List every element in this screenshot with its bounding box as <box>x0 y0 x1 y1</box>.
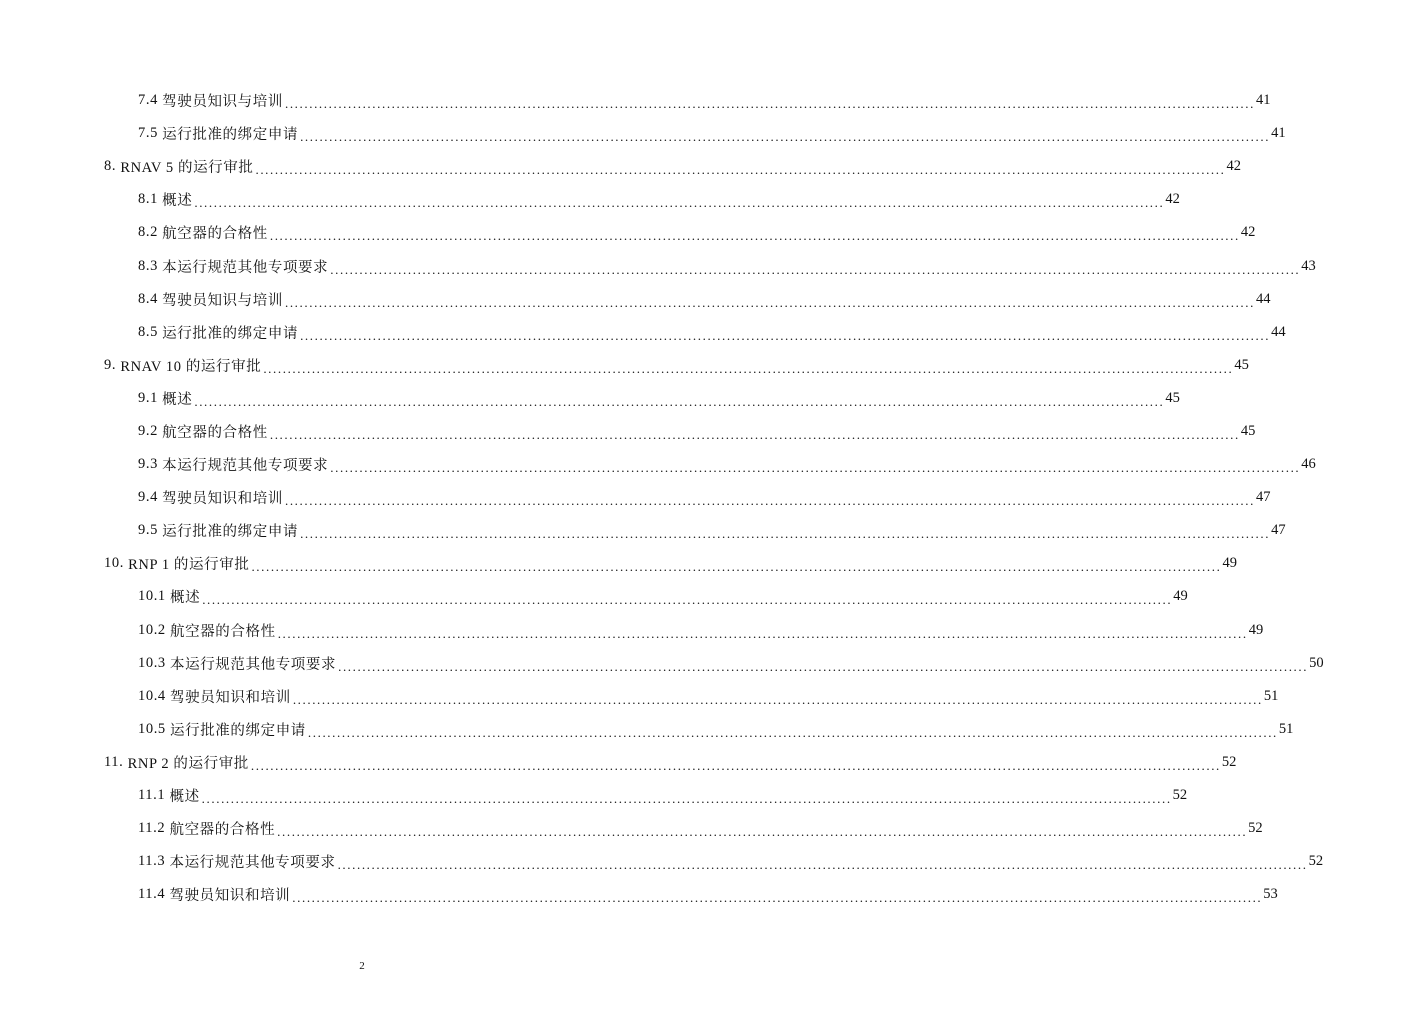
toc-section-entry[interactable] <box>0 779 1188 812</box>
dot-leader: ........................................................................................................................................................................................................ <box>284 96 1255 112</box>
toc-entry-title: RNAV 10 的运行审批 <box>120 358 262 375</box>
toc-section-entry[interactable] <box>0 216 1256 249</box>
toc-entry-title: 航空器的合格性 <box>170 623 276 640</box>
toc-entry-title: 运行批准的绑定申请 <box>162 325 299 342</box>
dot-leader: ........................................................................................................................................................................................................ <box>202 592 1173 608</box>
toc-entry-page: 49 <box>1173 588 1188 605</box>
toc-entry-title: 概述 <box>162 193 193 210</box>
dot-leader: ........................................................................................................................................................................................................ <box>337 857 1308 873</box>
toc-entry-page: 52 <box>1172 787 1188 804</box>
toc-entry-title: 驾驶员知识与培训 <box>162 292 283 309</box>
dot-leader: ........................................................................................................................................................................................................ <box>284 493 1255 509</box>
toc-entry-page: 42 <box>1226 158 1241 175</box>
dot-leader: ........................................................................................................................................................................................................ <box>300 526 1271 542</box>
toc-entry-title: 概述 <box>170 590 201 607</box>
toc-entry-page: 51 <box>1278 720 1294 737</box>
toc-section-entry[interactable] <box>0 183 1180 216</box>
toc-entry-number: 8.3 <box>138 257 163 274</box>
toc-entry-number: 10.4 <box>138 687 170 704</box>
toc-chapter-entry[interactable] <box>0 150 1241 183</box>
dot-leader: ........................................................................................................................................................................................................ <box>292 691 1263 707</box>
toc-chapter-entry[interactable] <box>0 547 1237 580</box>
toc-entry-number: 10. <box>104 555 129 572</box>
toc-entry-number: 11.2 <box>138 820 170 837</box>
toc-entry-number: 11. <box>104 753 128 770</box>
toc-section-entry[interactable] <box>0 514 1286 547</box>
toc-entry-page: 46 <box>1301 456 1316 473</box>
toc-entry-number: 10.5 <box>138 720 170 737</box>
toc-section-entry[interactable] <box>0 580 1188 613</box>
toc-entry-number: 8.1 <box>138 191 163 208</box>
toc-entry-title: 驾驶员知识和培训 <box>169 888 291 905</box>
toc-section-entry[interactable] <box>0 415 1256 448</box>
toc-entry-number: 9.2 <box>138 422 163 439</box>
toc-entry-title: 驾驶员知识和培训 <box>162 491 283 508</box>
dot-leader: ........................................................................................................................................................................................................ <box>277 625 1248 641</box>
dot-leader: ........................................................................................................................................................................................................ <box>330 460 1301 476</box>
dot-leader: ........................................................................................................................................................................................................ <box>277 824 1248 840</box>
toc-section-entry[interactable] <box>0 647 1324 680</box>
toc-entry-title: 本运行规范其他专项要求 <box>162 259 329 276</box>
toc-entry-page: 51 <box>1263 687 1279 704</box>
toc-section-entry[interactable] <box>0 316 1286 349</box>
toc-entry-page: 45 <box>1240 422 1256 439</box>
dot-leader: ........................................................................................................................................................................................................ <box>201 791 1172 807</box>
toc-entry-page: 52 <box>1248 820 1263 837</box>
toc-entry-number: 10.3 <box>138 654 170 671</box>
toc-entry-title: 运行批准的绑定申请 <box>162 127 299 144</box>
toc-entry-title: 本运行规范其他专项要求 <box>169 855 336 872</box>
dot-leader: ........................................................................................................................................................................................................ <box>250 757 1221 773</box>
toc-entry-title: 航空器的合格性 <box>162 226 268 243</box>
toc-section-entry[interactable] <box>0 283 1271 316</box>
toc-entry-page: 45 <box>1234 356 1249 373</box>
toc-entry-page: 52 <box>1221 753 1237 770</box>
toc-entry-page: 50 <box>1309 654 1324 671</box>
toc-entry-title: 本运行规范其他专项要求 <box>170 656 337 673</box>
toc-entry-title: RNP 2 的运行审批 <box>127 755 249 772</box>
toc-entry-number: 11.1 <box>138 787 170 804</box>
toc-entry-number: 7.5 <box>138 125 163 142</box>
toc-section-entry[interactable] <box>0 382 1180 415</box>
toc-entry-page: 44 <box>1255 290 1271 307</box>
toc-entry-page: 44 <box>1271 323 1286 340</box>
toc-entry-page: 49 <box>1248 621 1264 638</box>
toc-entry-page: 42 <box>1240 224 1256 241</box>
toc-entry-page: 52 <box>1308 853 1324 870</box>
toc-entry-title: 本运行规范其他专项要求 <box>162 458 329 475</box>
toc-entry-page: 47 <box>1255 489 1271 506</box>
dot-leader: ........................................................................................................................................................................................................ <box>284 294 1255 310</box>
dot-leader: ........................................................................................................................................................................................................ <box>338 658 1309 674</box>
dot-leader: ........................................................................................................................................................................................................ <box>255 162 1226 178</box>
toc-entry-number: 8. <box>104 158 121 175</box>
toc-section-entry[interactable] <box>0 878 1278 911</box>
toc-entry-page: 47 <box>1271 522 1286 539</box>
toc-entry-number: 11.4 <box>138 886 170 903</box>
toc-section-entry[interactable] <box>0 713 1294 746</box>
toc-chapter-entry[interactable] <box>0 349 1249 382</box>
toc-section-entry[interactable] <box>0 249 1316 282</box>
dot-leader: ........................................................................................................................................................................................................ <box>300 327 1271 343</box>
page-number-footer: 2 <box>359 960 365 972</box>
table-of-contents <box>0 84 1324 911</box>
toc-entry-title: 驾驶员知识与培训 <box>162 94 283 111</box>
dot-leader: ........................................................................................................................................................................................................ <box>251 559 1222 575</box>
toc-entry-title: 航空器的合格性 <box>162 424 268 441</box>
toc-section-entry[interactable] <box>0 680 1279 713</box>
toc-entry-page: 42 <box>1165 191 1180 208</box>
toc-entry-title: 运行批准的绑定申请 <box>170 722 306 739</box>
toc-entry-title: 航空器的合格性 <box>169 822 276 839</box>
toc-section-entry[interactable] <box>0 845 1324 878</box>
toc-section-entry[interactable] <box>0 84 1271 117</box>
toc-entry-number: 8.5 <box>138 323 163 340</box>
toc-entry-number: 11.3 <box>138 853 170 870</box>
toc-entry-number: 7.4 <box>138 92 163 109</box>
toc-entry-page: 41 <box>1255 92 1271 109</box>
toc-entry-page: 41 <box>1271 125 1286 142</box>
toc-entry-number: 10.2 <box>138 621 170 638</box>
toc-entry-number: 9.1 <box>138 389 163 406</box>
toc-entry-title: 概述 <box>162 391 193 408</box>
dot-leader: ........................................................................................................................................................................................................ <box>194 195 1165 211</box>
dot-leader: ........................................................................................................................................................................................................ <box>330 261 1301 277</box>
toc-section-entry[interactable] <box>0 812 1263 845</box>
toc-entry-title: 概述 <box>169 789 200 806</box>
dot-leader: ........................................................................................................................................................................................................ <box>269 228 1240 244</box>
toc-section-entry[interactable] <box>0 481 1271 514</box>
toc-chapter-entry[interactable] <box>0 746 1237 779</box>
toc-entry-title: RNP 1 的运行审批 <box>128 557 250 574</box>
toc-entry-number: 9.3 <box>138 456 163 473</box>
dot-leader: ........................................................................................................................................................................................................ <box>292 890 1263 906</box>
toc-entry-page: 53 <box>1263 886 1278 903</box>
toc-entry-number: 9.4 <box>138 489 163 506</box>
dot-leader: ........................................................................................................................................................................................................ <box>263 360 1234 376</box>
toc-section-entry[interactable] <box>0 117 1286 150</box>
toc-entry-number: 10.1 <box>138 588 170 605</box>
toc-entry-number: 8.4 <box>138 290 163 307</box>
toc-entry-page: 43 <box>1301 257 1316 274</box>
toc-entry-title: 运行批准的绑定申请 <box>162 524 299 541</box>
toc-entry-number: 9. <box>104 356 121 373</box>
toc-entry-page: 49 <box>1222 555 1237 572</box>
dot-leader: ........................................................................................................................................................................................................ <box>300 129 1271 145</box>
toc-section-entry[interactable] <box>0 448 1316 481</box>
toc-section-entry[interactable] <box>0 614 1264 647</box>
dot-leader: ........................................................................................................................................................................................................ <box>194 393 1165 409</box>
toc-entry-title: 驾驶员知识和培训 <box>170 689 291 706</box>
dot-leader: ........................................................................................................................................................................................................ <box>269 426 1240 442</box>
toc-entry-page: 45 <box>1165 389 1180 406</box>
toc-entry-title: RNAV 5 的运行审批 <box>120 160 254 177</box>
toc-entry-number: 9.5 <box>138 522 163 539</box>
dot-leader: ........................................................................................................................................................................................................ <box>307 724 1278 740</box>
toc-entry-number: 8.2 <box>138 224 163 241</box>
